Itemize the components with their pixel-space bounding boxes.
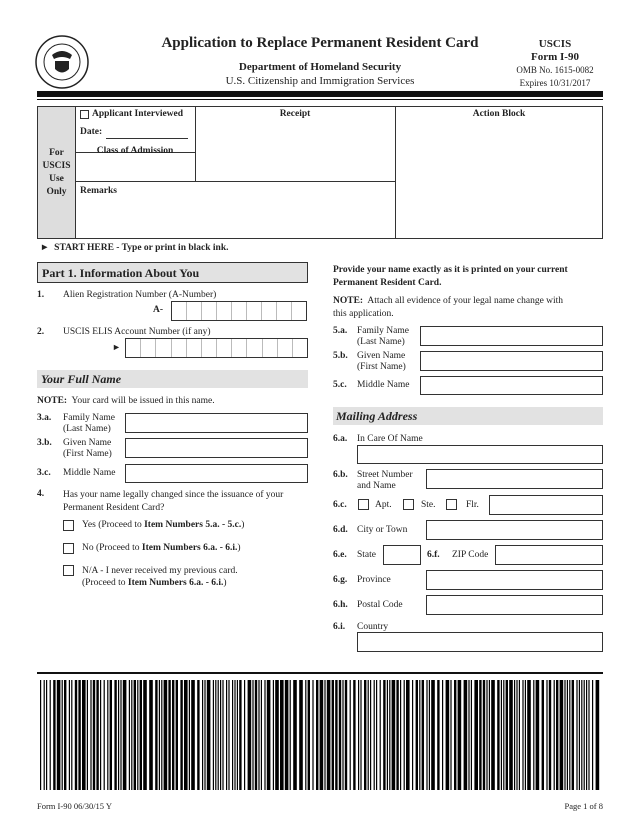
barcode-bar: [474, 680, 478, 790]
digit-cell: [187, 302, 202, 320]
barcode-bar: [176, 680, 178, 790]
barcode-bar: [320, 680, 324, 790]
barcode-bar: [542, 680, 544, 790]
barcode-bar: [392, 680, 396, 790]
city-label: City or Town: [357, 525, 408, 535]
barcode-bar: [264, 680, 265, 790]
barcode-bar: [509, 680, 513, 790]
barcode-bar: [335, 680, 337, 790]
province-label: Province: [357, 575, 391, 585]
province-input[interactable]: [426, 570, 603, 590]
digit-cell: [263, 339, 278, 357]
name-change-na-checkbox[interactable]: [63, 565, 74, 576]
barcode-bar: [592, 680, 593, 790]
barcode-bar: [191, 680, 195, 790]
barcode-bar: [46, 680, 47, 790]
in-care-of-input[interactable]: [357, 445, 603, 464]
mailing-address-header: [333, 407, 603, 425]
barcode-bar: [501, 680, 502, 790]
header-rule-thin: [37, 99, 603, 100]
start-here: ► START HERE - Type or print in black ink.: [40, 243, 229, 253]
uscis-use-only-box: [37, 106, 603, 239]
barcode-bar: [376, 680, 377, 790]
barcode-bar: [554, 680, 555, 790]
barcode-bar: [525, 680, 526, 790]
barcode-bar: [419, 680, 420, 790]
action-block-label: Action Block: [472, 109, 526, 119]
ste-checkbox[interactable]: [403, 499, 414, 510]
barcode-bar: [342, 680, 343, 790]
barcode-bar: [327, 680, 331, 790]
barcode-bar: [62, 680, 63, 790]
barcode-bar: [596, 680, 600, 790]
form-page: Application to Replace Permanent Resident Card Department of Homeland Security U.S. Citizenship and Immigration Services USCIS Form I-90 OMB No. 1615-0082 Expires 10/31/2017 For USCIS Use Only Applicant Interviewed Date: Class of Admission Receipt Action Block Remarks ► START HERE - Type or print in black ink. Part 1. Information About You 1. Alien Registration Number (A-Number) A- 2. USCIS ELIS Account Number (if any) ► Your Full Name NOTE: Your card will be issued in this name. 3.a. Family Name (Last Name) 3.b. Given Name (First Name) 3.c. Middle Name 4. Has your name legally changed since the issuance of your Permanent Resident Card? Yes (Proceed to Item Numbers 5.a. - 5.c.) No (Proceed to Item Numbers 6.a. - 6.i.) N/A - I never received my previous card. (Proceed to Item Numbers 6.a. - 6.i.) Provide your name exactly as it is printed on your current Permanent Resident Card. NOTE: Attach all evidence of your legal name change with this application. 5.a. Family Name (Last Name) 5.b. Given Name (First Name) 5.c. Middle Name Mailing Address 6.a. In Care Of Name 6.b. Street Number and Name 6.c. Apt. Ste. Flr. 6.d. City or Town 6.e. State 6.f. ZIP Code 6.g. Province 6.h. Postal Code 6.i. Country Form I-90 06/30/15 Y Page 1 of 8: [0, 0, 640, 828]
uscis-side-label: [38, 107, 76, 238]
side-text: For: [49, 148, 64, 158]
ste-label: Ste.: [421, 500, 436, 510]
barcode-bar: [312, 680, 313, 790]
middle-name-label: Middle Name: [63, 468, 116, 478]
date-label: Date:: [80, 127, 103, 137]
digit-cell: [217, 302, 232, 320]
middle-name-input[interactable]: [125, 464, 308, 483]
barcode-bar: [431, 680, 435, 790]
barcode-bar: [308, 680, 310, 790]
barcode-bar: [215, 680, 216, 790]
barcode-bar: [140, 680, 142, 790]
digit-cell: [172, 302, 187, 320]
barcode-bar: [345, 680, 347, 790]
state-label: State: [357, 550, 376, 560]
barcode-bar: [285, 680, 289, 790]
prev-given-name-label: Given Name (First Name): [357, 351, 406, 372]
city-input[interactable]: [426, 520, 603, 540]
barcode-bar: [93, 680, 95, 790]
barcode-bar: [584, 680, 585, 790]
barcode-bar: [527, 680, 531, 790]
barcode-bar: [107, 680, 108, 790]
barcode-bar: [468, 680, 469, 790]
barcode-bar: [255, 680, 257, 790]
page-number: Page 1 of 8: [564, 801, 603, 811]
barcode-bar: [471, 680, 472, 790]
barcode-bar: [387, 680, 388, 790]
barcode-bar: [114, 680, 116, 790]
barcode-bar: [516, 680, 517, 790]
digit-cell: [247, 302, 262, 320]
side-text: Use: [49, 174, 64, 184]
digit-cell: [293, 339, 307, 357]
country-input[interactable]: [357, 632, 603, 652]
barcode-bar: [184, 680, 188, 790]
provide-name-instruction: Provide your name exactly as it is printed on your current Permanent Resident Card.: [333, 265, 568, 288]
digit-cell: [292, 302, 306, 320]
barcode: [40, 680, 602, 790]
barcode-bar: [202, 680, 203, 790]
barcode-bar: [189, 680, 190, 790]
barcode-bar: [50, 680, 51, 790]
barcode-bar: [486, 680, 487, 790]
digit-cell: [277, 302, 292, 320]
barcode-bar: [57, 680, 61, 790]
digit-cell: [187, 339, 202, 357]
name-change-yes-label: Yes (Proceed to Item Numbers 5.a. - 5.c.): [82, 520, 245, 530]
barcode-bar: [483, 680, 485, 790]
barcode-bar: [536, 680, 540, 790]
barcode-bar: [458, 680, 462, 790]
barcode-bar: [143, 680, 147, 790]
date-line[interactable]: [106, 138, 188, 139]
digit-cell: [232, 339, 247, 357]
class-of-admission-label: Class of Admission: [96, 146, 174, 156]
barcode-bar: [567, 680, 568, 790]
barcode-bar: [429, 680, 430, 790]
barcode-bar: [96, 680, 98, 790]
zip-input[interactable]: [495, 545, 603, 565]
barcode-bar: [248, 680, 252, 790]
barcode-bar: [273, 680, 274, 790]
barcode-bar: [383, 680, 385, 790]
barcode-bar: [293, 680, 297, 790]
full-name-header: [37, 370, 308, 388]
flr-label: Flr.: [466, 500, 479, 510]
footer-rule: [37, 672, 603, 674]
elis-number-input[interactable]: [125, 338, 308, 358]
digit-cell: [202, 302, 217, 320]
barcode-bar: [53, 680, 55, 790]
prev-middle-name-input[interactable]: [420, 376, 603, 395]
header-rule: [37, 91, 603, 97]
barcode-bar: [258, 680, 259, 790]
prev-family-name-input[interactable]: [420, 326, 603, 346]
barcode-bar: [579, 680, 580, 790]
barcode-bar: [549, 680, 551, 790]
barcode-bar: [172, 680, 174, 790]
barcode-bar: [100, 680, 101, 790]
state-input[interactable]: [383, 545, 421, 565]
form-title: Application to Replace Permanent Resident Card: [161, 35, 479, 51]
barcode-bar: [90, 680, 91, 790]
barcode-bar: [489, 680, 490, 790]
arrow-icon: ►: [112, 342, 121, 352]
barcode-bar: [316, 680, 318, 790]
barcode-bar: [69, 680, 70, 790]
zip-label: ZIP Code: [452, 550, 489, 560]
barcode-bar: [454, 680, 456, 790]
barcode-bar: [222, 680, 223, 790]
barcode-bar: [149, 680, 153, 790]
barcode-bar: [131, 680, 132, 790]
barcode-bar: [404, 680, 405, 790]
apt-checkbox[interactable]: [358, 499, 369, 510]
a-number-label: Alien Registration Number (A-Number): [63, 290, 217, 300]
barcode-bar: [290, 680, 291, 790]
street-input[interactable]: [426, 469, 603, 489]
barcode-bar: [339, 680, 341, 790]
barcode-bar: [261, 680, 262, 790]
barcode-bar: [252, 680, 253, 790]
barcode-bar: [506, 680, 508, 790]
given-name-label: Given Name (First Name): [63, 438, 112, 459]
barcode-bar: [464, 680, 468, 790]
barcode-bar: [586, 680, 587, 790]
barcode-bar: [71, 680, 72, 790]
barcode-bar: [588, 680, 589, 790]
barcode-bar: [305, 680, 306, 790]
barcode-bar: [324, 680, 325, 790]
mailing-address-title: Mailing Address: [336, 409, 418, 423]
barcode-bar: [226, 680, 227, 790]
barcode-bar: [380, 680, 381, 790]
name-change-no-label: No (Proceed to Item Numbers 6.a. - 6.i.): [82, 543, 241, 553]
agency: U.S. Citizenship and Immigration Services: [225, 75, 415, 87]
agency-short: USCIS: [538, 38, 572, 50]
part1-header: [37, 262, 308, 283]
in-care-of-label: In Care Of Name: [357, 434, 423, 444]
barcode-bar: [437, 680, 439, 790]
applicant-interviewed-label: Applicant Interviewed: [92, 109, 184, 119]
barcode-bar: [237, 680, 238, 790]
barcode-bar: [161, 680, 162, 790]
barcode-bar: [267, 680, 271, 790]
barcode-bar: [422, 680, 424, 790]
barcode-bar: [446, 680, 450, 790]
barcode-bar: [442, 680, 443, 790]
barcode-bar: [118, 680, 119, 790]
barcode-bar: [275, 680, 279, 790]
a-number-input[interactable]: [171, 301, 307, 321]
prev-middle-name-label: Middle Name: [357, 380, 410, 390]
applicant-interviewed-checkbox[interactable]: [80, 110, 89, 119]
barcode-bar: [218, 680, 219, 790]
barcode-bar: [450, 680, 451, 790]
barcode-bar: [134, 680, 136, 790]
digit-cell: [202, 339, 217, 357]
barcode-bar: [87, 680, 88, 790]
elis-number-label: USCIS ELIS Account Number (if any): [63, 327, 211, 337]
barcode-bar: [213, 680, 214, 790]
barcode-bar: [159, 680, 160, 790]
barcode-bar: [168, 680, 170, 790]
barcode-bar: [234, 680, 235, 790]
department: Department of Homeland Security: [238, 61, 402, 73]
barcode-bar: [75, 680, 77, 790]
barcode-bar: [576, 680, 577, 790]
barcode-bar: [244, 680, 245, 790]
apt-label: Apt.: [375, 500, 392, 510]
barcode-bar: [533, 680, 534, 790]
barcode-bar: [332, 680, 334, 790]
given-name-input[interactable]: [125, 438, 308, 458]
barcode-bar: [374, 680, 375, 790]
barcode-bar: [522, 680, 523, 790]
barcode-bar: [137, 680, 138, 790]
barcode-bar: [479, 680, 481, 790]
digit-cell: [126, 339, 141, 357]
digit-cell: [156, 339, 171, 357]
receipt-label: Receipt: [279, 109, 311, 119]
barcode-bar: [207, 680, 211, 790]
barcode-bar: [400, 680, 401, 790]
full-name-note: NOTE: Your card will be issued in this name.: [37, 396, 215, 406]
expiration: Expires 10/31/2017: [519, 78, 591, 88]
a-number-prefix: A-: [153, 305, 164, 315]
barcode-bar: [406, 680, 410, 790]
barcode-bar: [514, 680, 515, 790]
barcode-bar: [564, 680, 565, 790]
barcode-bar: [104, 680, 105, 790]
barcode-bar: [546, 680, 547, 790]
barcode-bar: [360, 680, 361, 790]
name-change-question: Has your name legally changed since the issuance of your Permanent Resident Card?: [63, 490, 284, 513]
barcode-bar: [569, 680, 570, 790]
barcode-bar: [426, 680, 427, 790]
barcode-bar: [164, 680, 168, 790]
barcode-bar: [491, 680, 495, 790]
barcode-bar: [82, 680, 86, 790]
barcode-bar: [396, 680, 398, 790]
name-change-yes-checkbox[interactable]: [63, 520, 74, 531]
barcode-bar: [64, 680, 66, 790]
street-label: Street Number and Name: [357, 470, 413, 491]
barcode-bar: [78, 680, 80, 790]
name-change-note: NOTE: Attach all evidence of your legal name change with this application.: [333, 296, 564, 319]
barcode-bar: [560, 680, 564, 790]
remarks-label: Remarks: [80, 186, 117, 196]
barcode-bar: [389, 680, 390, 790]
full-name-title: Your Full Name: [41, 372, 122, 386]
digit-cell: [262, 302, 277, 320]
part1-title: Part 1. Information About You: [42, 266, 200, 280]
family-name-label: Family Name (Last Name): [63, 413, 115, 434]
barcode-bar: [358, 680, 359, 790]
name-change-na-label: N/A - I never received my previous card. (Proceed to Item Numbers 6.a. - 6.i.): [82, 566, 238, 588]
postal-code-input[interactable]: [426, 595, 603, 615]
barcode-bar: [239, 680, 241, 790]
barcode-bar: [155, 680, 157, 790]
omb-number: OMB No. 1615-0082: [516, 65, 594, 75]
barcode-bar: [299, 680, 303, 790]
country-label: Country: [357, 622, 389, 632]
barcode-bar: [353, 680, 355, 790]
barcode-bar: [40, 680, 41, 790]
barcode-bar: [228, 680, 229, 790]
barcode-bar: [364, 680, 366, 790]
name-change-no-checkbox[interactable]: [63, 543, 74, 554]
prev-family-name-label: Family Name (Last Name): [357, 326, 409, 347]
barcode-bar: [120, 680, 121, 790]
barcode-bar: [416, 680, 418, 790]
barcode-bar: [503, 680, 504, 790]
barcode-bar: [572, 680, 574, 790]
barcode-bar: [412, 680, 413, 790]
barcode-bar: [110, 680, 112, 790]
postal-code-label: Postal Code: [357, 600, 403, 610]
digit-cell: [232, 302, 247, 320]
barcode-bar: [581, 680, 582, 790]
barcode-bar: [497, 680, 499, 790]
flr-checkbox[interactable]: [446, 499, 457, 510]
barcode-bar: [180, 680, 182, 790]
barcode-bar: [556, 680, 558, 790]
apt-number-input[interactable]: [489, 495, 603, 515]
barcode-bar: [44, 680, 45, 790]
barcode-bar: [370, 680, 371, 790]
barcode-bar: [280, 680, 284, 790]
barcode-bar: [204, 680, 205, 790]
form-number: Form I-90: [531, 51, 579, 63]
barcode-bar: [129, 680, 130, 790]
digit-cell: [217, 339, 232, 357]
digit-cell: [278, 339, 293, 357]
barcode-bar: [197, 680, 199, 790]
barcode-bar: [123, 680, 127, 790]
barcode-bar: [220, 680, 221, 790]
digit-cell: [172, 339, 187, 357]
side-text: USCIS: [42, 161, 71, 171]
prev-given-name-input[interactable]: [420, 351, 603, 371]
barcode-bar: [350, 680, 351, 790]
form-edition: Form I-90 06/30/15 Y: [37, 801, 113, 811]
side-text: Only: [46, 187, 67, 197]
barcode-bar: [232, 680, 233, 790]
family-name-input[interactable]: [125, 413, 308, 433]
barcode-bar: [368, 680, 369, 790]
barcode-bar: [519, 680, 520, 790]
digit-cell: [141, 339, 156, 357]
digit-cell: [247, 339, 262, 357]
